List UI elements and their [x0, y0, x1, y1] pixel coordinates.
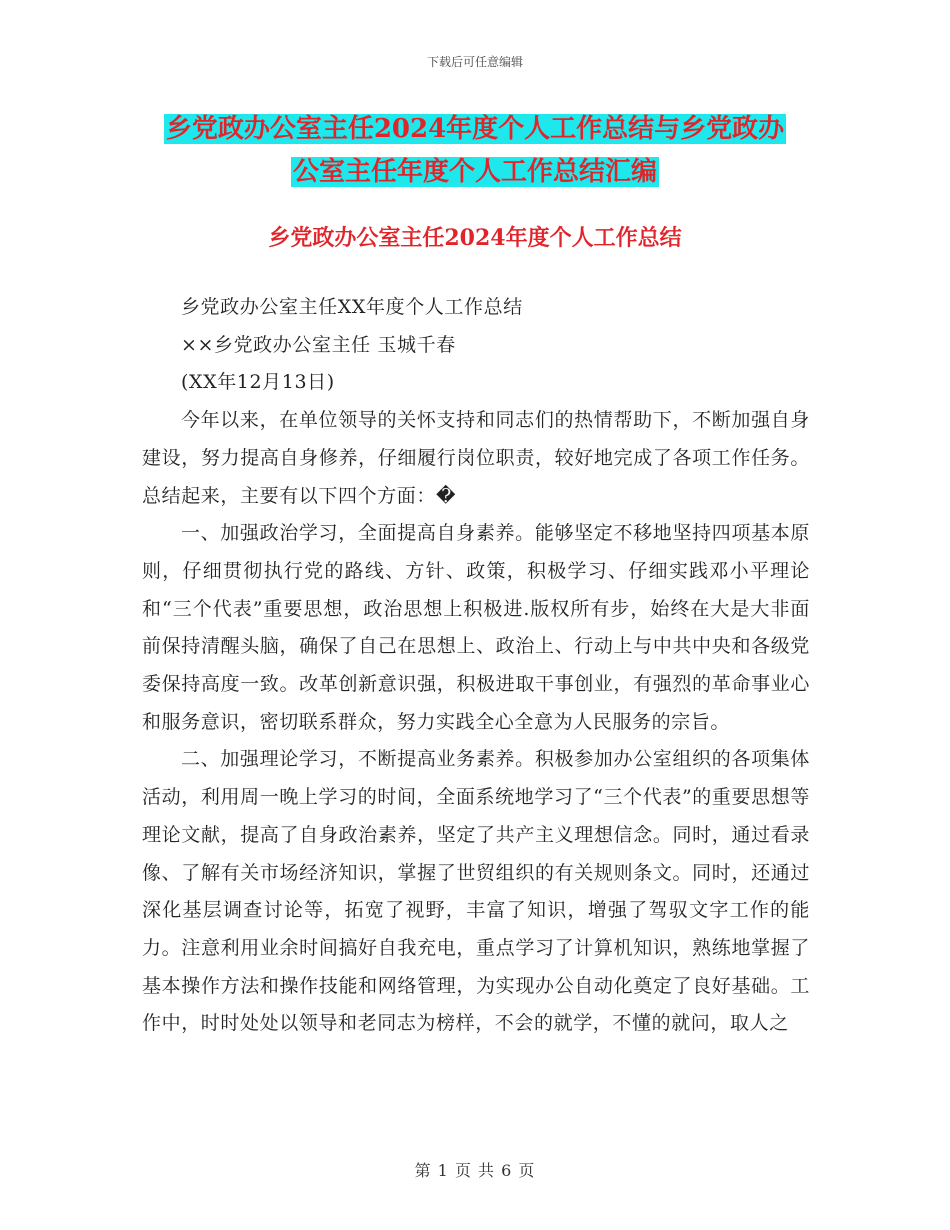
page-header-note: 下载后可任意编辑 — [426, 55, 523, 69]
page-number-footer: 第 1 页 共 6 页 — [414, 1161, 536, 1180]
meta-title: 乡党政办公室主任XX年度个人工作总结 — [180, 296, 523, 318]
document-body — [142, 289, 810, 1043]
paragraph-intro: 今年以来，在单位领导的关怀支持和同志们的热情帮助下，不断加强自身建设，努力提高自身修养，仔细履行岗位职责，较好地完成了各项工作任务。总结起来，主要有以下四个方面：� — [142, 409, 810, 507]
document-title — [0, 108, 950, 194]
section-subtitle: 乡党政办公室主任2024年度个人工作总结 — [268, 225, 682, 251]
title-line-1: 乡党政办公室主任2024年度个人工作总结与乡党政办 — [165, 114, 785, 144]
meta-date: (XX年12月13日) — [180, 371, 335, 394]
title-line-2: 公室主任年度个人工作总结汇编 — [292, 157, 657, 187]
paragraph-section-2: 二、加强理论学习，不断提高业务素养。积极参加办公室组织的各项集体活动，利用周一晚上学习的时间，全面系统地学习了“三个代表”的重要思想等理论文献，提高了自身政治素养，坚定了共产主义理想信念。同时，通过看录像、了解有关市场经济知识，掌握了世贸组织的有关规则条文。同时，还通过深化基层调查讨论等，拓宽了视野，丰富了知识，增强了驾驭文字工作的能力。注意利用业余时间搞好自我充电，重点学习了计算机知识，熟练地掌握了基本操作方法和操作技能和网络管理，为实现办公自动化奠定了良好基础。工作中，时时处处以领导和老同志为榜样，不会的就学，不懂的就问，取人之 — [142, 748, 810, 1035]
paragraph-section-1: 一、加强政治学习，全面提高自身素养。能够坚定不移地坚持四项基本原则，仔细贯彻执行党的路线、方针、政策，积极学习、仔细实践邓小平理论和“三个代表”重要思想，政治思想上积极进.版权所有步，始终在大是大非面前保持清醒头脑，确保了自己在思想上、政治上、行动上与中共中央和各级党委保持高度一致。改革创新意识强，积极进取干事创业，有强烈的革命事业心和服务意识，密切联系群众，努力实践全心全意为人民服务的宗旨。 — [142, 522, 810, 733]
meta-author: ××乡党政办公室主任 玉城千春 — [180, 333, 456, 356]
